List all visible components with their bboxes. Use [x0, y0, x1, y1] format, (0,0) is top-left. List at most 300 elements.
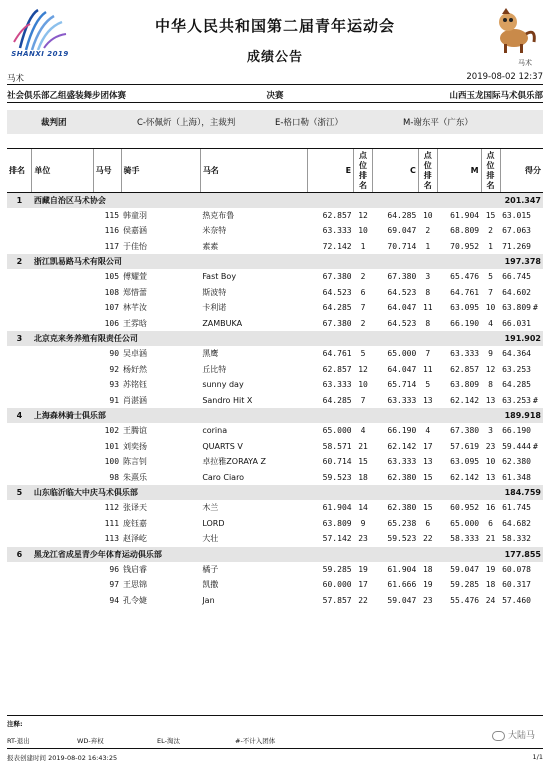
- final-score: 66.745: [502, 272, 531, 282]
- horse-number: 96: [109, 564, 120, 574]
- report-header: [0, 0, 550, 70]
- created-time: 报表创建时间 2019-08-02 16:43:25: [7, 754, 118, 762]
- score-m: 65.476: [450, 272, 480, 282]
- col-m: M: [437, 149, 481, 193]
- rider-row: [7, 346, 543, 362]
- rider-name: 郑惜蕾: [123, 287, 148, 297]
- rider-row: [7, 577, 543, 593]
- rank-e: 22: [358, 595, 368, 605]
- score-e: 64.285: [322, 303, 352, 313]
- final-score: 67.063: [502, 226, 531, 236]
- rider-row: [7, 516, 543, 532]
- rank-e: 23: [358, 534, 368, 544]
- score-m: 58.333: [450, 534, 480, 544]
- score-c: 66.190: [387, 426, 417, 436]
- rank-e: 2: [360, 318, 366, 328]
- event-name: 社会俱乐部乙组盛装舞步团体赛: [7, 91, 127, 101]
- final-score: 64.602: [502, 287, 531, 297]
- empty-cell: [32, 393, 93, 409]
- judge-e: E-格口勒（浙江）: [275, 118, 343, 128]
- rank-e: 19: [358, 564, 368, 574]
- rank-c: 23: [422, 595, 433, 605]
- empty-cell: [32, 208, 93, 224]
- col-horse: 马名: [200, 149, 307, 193]
- event-venue: 山西玉龙国际马术俱乐部: [449, 91, 543, 101]
- score-e: 64.285: [322, 395, 352, 405]
- empty-cell: [32, 454, 93, 470]
- score-e: 63.809: [322, 518, 352, 528]
- rank-e: 21: [358, 441, 368, 451]
- final-score: 60.078: [502, 564, 531, 574]
- score-c: 69.047: [387, 226, 417, 236]
- final-score: 63.809: [502, 303, 531, 313]
- rider-row: [7, 208, 543, 224]
- team-name: 北京克来务养殖有限责任公司: [32, 331, 500, 346]
- event-stage: 决赛: [266, 91, 284, 101]
- score-m: 62.857: [450, 364, 480, 374]
- score-c: 62.380: [387, 503, 417, 513]
- team-rank: 3: [7, 331, 32, 346]
- score-e: 67.380: [322, 318, 352, 328]
- rank-c: 10: [422, 210, 433, 220]
- score-m: 63.809: [450, 380, 480, 390]
- team-rank: 5: [7, 485, 32, 500]
- horse-number: 112: [104, 503, 120, 513]
- horse-number: 115: [104, 210, 120, 220]
- empty-cell: [32, 362, 93, 378]
- rider-name: 庞钰嘉: [123, 518, 148, 528]
- col-e-rank: 点位排名: [354, 149, 373, 193]
- notes-panel: [7, 715, 543, 749]
- judge-m: M-谢东平（广东）: [403, 118, 473, 128]
- horse-number: 101: [104, 441, 120, 451]
- empty-cell: [7, 377, 32, 393]
- empty-cell: [7, 470, 32, 486]
- empty-cell: [7, 300, 32, 316]
- score-c: 64.523: [387, 318, 417, 328]
- rank-m: 13: [485, 472, 496, 482]
- rider-name: 傅耀萱: [123, 272, 148, 282]
- rider-name: 肖湛涵: [123, 395, 148, 405]
- non-team-mark: #: [533, 441, 538, 451]
- score-m: 70.952: [450, 241, 480, 251]
- empty-cell: [7, 423, 32, 439]
- rank-c: 4: [425, 426, 431, 436]
- rider-name: 林芊汝: [123, 303, 148, 313]
- empty-cell: [7, 454, 32, 470]
- col-m-rank: 点位排名: [481, 149, 500, 193]
- rank-m: 6: [488, 518, 493, 528]
- empty-cell: [7, 285, 32, 301]
- rank-c: 22: [422, 534, 433, 544]
- rank-c: 11: [422, 303, 433, 313]
- table-header-row: [7, 149, 543, 193]
- score-e: 64.761: [322, 349, 352, 359]
- final-score-cell: [500, 500, 543, 516]
- judges-label: 裁判团: [41, 118, 67, 128]
- score-e: 62.857: [322, 364, 352, 374]
- horse-name: 大壮: [202, 534, 219, 544]
- col-rider: 骑手: [121, 149, 200, 193]
- score-e: 62.857: [322, 210, 352, 220]
- empty-cell: [7, 362, 32, 378]
- divider: [7, 102, 543, 103]
- horse-number: 90: [109, 349, 120, 359]
- rank-e: 15: [358, 457, 368, 467]
- non-team-mark: #: [533, 395, 538, 405]
- team-row: [7, 331, 543, 346]
- empty-cell: [32, 269, 93, 285]
- empty-cell: [7, 346, 32, 362]
- score-m: 65.000: [450, 518, 480, 528]
- score-e: 60.000: [322, 580, 352, 590]
- note-hash: #-不计入团体: [235, 737, 276, 745]
- score-c: 65.000: [387, 349, 417, 359]
- empty-cell: [7, 393, 32, 409]
- rider-row: [7, 316, 543, 332]
- col-c-rank: 点位排名: [418, 149, 437, 193]
- rider-row: [7, 285, 543, 301]
- score-e: 63.333: [322, 380, 352, 390]
- team-name: 浙江凯易路马术有限公司: [32, 254, 500, 269]
- rider-name: 侯嘉涵: [123, 226, 148, 236]
- score-c: 64.047: [387, 303, 417, 313]
- team-row: [7, 254, 543, 269]
- final-score: 66.190: [502, 426, 531, 436]
- horse-name: 橘子: [202, 564, 219, 574]
- rider-name: 赵泽屹: [123, 534, 148, 544]
- rank-e: 12: [358, 210, 368, 220]
- team-rank: 6: [7, 547, 32, 562]
- score-c: 65.238: [387, 518, 417, 528]
- rider-row: [7, 269, 543, 285]
- final-score-cell: [500, 223, 543, 239]
- score-m: 63.333: [450, 349, 480, 359]
- rider-name: 苏铭钰: [123, 380, 148, 390]
- score-c: 62.142: [387, 441, 417, 451]
- final-score: 62.380: [502, 457, 531, 467]
- empty-cell: [7, 223, 32, 239]
- final-score-cell: [500, 577, 543, 593]
- rank-m: 23: [485, 441, 496, 451]
- rank-c: 3: [425, 272, 431, 282]
- rank-c: 6: [425, 518, 431, 528]
- score-e: 59.523: [322, 472, 352, 482]
- col-unit: 单位: [32, 149, 93, 193]
- score-e: 58.571: [322, 441, 352, 451]
- team-row: [7, 408, 543, 423]
- horse-name: Fast Boy: [202, 272, 237, 282]
- col-c: C: [373, 149, 419, 193]
- rank-c: 7: [425, 349, 431, 359]
- empty-cell: [7, 239, 32, 255]
- report-footer: [7, 753, 543, 762]
- final-score-cell: [500, 377, 543, 393]
- team-total: 184.759: [500, 485, 543, 500]
- final-score-cell: [500, 300, 543, 316]
- horse-number: 91: [109, 395, 120, 405]
- score-m: 59.285: [450, 580, 480, 590]
- final-score: 63.015: [502, 210, 531, 220]
- rider-row: [7, 377, 543, 393]
- rank-c: 15: [422, 503, 433, 513]
- horse-name: 木兰: [202, 503, 219, 513]
- rider-name: 王雰晗: [123, 318, 148, 328]
- rank-m: 2: [488, 226, 493, 236]
- empty-cell: [32, 223, 93, 239]
- score-m: 60.952: [450, 503, 480, 513]
- rank-e: 7: [360, 395, 366, 405]
- empty-cell: [7, 208, 32, 224]
- horse-name: Jan: [202, 595, 215, 605]
- col-e: E: [308, 149, 354, 193]
- rank-e: 2: [360, 272, 366, 282]
- horse-number: 100: [104, 457, 120, 467]
- team-name: 西藏自治区马术协会: [32, 193, 500, 208]
- score-c: 67.380: [387, 272, 417, 282]
- rank-m: 21: [485, 534, 496, 544]
- final-score-cell: [500, 285, 543, 301]
- rider-row: [7, 300, 543, 316]
- rider-name: 刘奕扬: [123, 441, 148, 451]
- empty-cell: [32, 377, 93, 393]
- final-score-cell: [500, 516, 543, 532]
- horse-number: 107: [104, 303, 120, 313]
- team-name: 上海森林骑士俱乐部: [32, 408, 500, 423]
- team-row: [7, 485, 543, 500]
- rank-e: 18: [358, 472, 368, 482]
- rider-name: 张译天: [123, 503, 148, 513]
- horse-number: 113: [104, 534, 120, 544]
- final-score-cell: [500, 393, 543, 409]
- rank-m: 4: [488, 318, 493, 328]
- rider-name: 陈言钊: [123, 457, 148, 467]
- horse-number: 111: [104, 518, 120, 528]
- rider-row: [7, 423, 543, 439]
- rank-m: 15: [485, 210, 496, 220]
- rank-e: 7: [360, 303, 366, 313]
- horse-number: 93: [109, 380, 120, 390]
- note-rt: RT-退出: [7, 737, 30, 745]
- rank-c: 15: [422, 472, 433, 482]
- score-c: 59.047: [387, 595, 417, 605]
- sport-name: 马术: [7, 74, 25, 84]
- horse-name: ZAMBUKA: [202, 318, 243, 328]
- score-e: 59.285: [322, 564, 352, 574]
- rank-c: 8: [425, 287, 431, 297]
- rank-m: 24: [485, 595, 496, 605]
- final-score: 64.682: [502, 518, 531, 528]
- rank-c: 2: [425, 226, 431, 236]
- score-e: 64.523: [322, 287, 352, 297]
- empty-cell: [32, 562, 93, 578]
- final-score: 63.253: [502, 364, 531, 374]
- rank-c: 19: [422, 580, 433, 590]
- col-rank: 排名: [7, 149, 32, 193]
- score-c: 64.047: [387, 364, 417, 374]
- score-e: 61.904: [322, 503, 352, 513]
- final-score-cell: [500, 470, 543, 486]
- horse-name: 黑鹰: [202, 349, 219, 359]
- empty-cell: [32, 346, 93, 362]
- rank-c: 11: [422, 364, 433, 374]
- final-score-cell: [500, 531, 543, 547]
- rider-row: [7, 362, 543, 378]
- horse-name: 素素: [202, 241, 219, 251]
- mascot-horse-icon: [492, 6, 538, 56]
- rank-c: 8: [425, 318, 431, 328]
- final-score: 64.364: [502, 349, 531, 359]
- horse-number: 102: [104, 426, 120, 436]
- mascot-label: 马术: [518, 59, 532, 67]
- horse-name: QUARTS V: [202, 441, 243, 451]
- rank-c: 13: [422, 457, 433, 467]
- rider-row: [7, 593, 543, 609]
- team-row: [7, 193, 543, 208]
- score-c: 62.380: [387, 472, 417, 482]
- empty-cell: [7, 531, 32, 547]
- score-e: 60.714: [322, 457, 352, 467]
- rider-name: 孔令婕: [123, 595, 148, 605]
- rank-m: 10: [485, 457, 496, 467]
- final-score: 63.253: [502, 395, 531, 405]
- rank-m: 7: [488, 287, 493, 297]
- horse-name: 卡利诺: [202, 303, 227, 313]
- final-score: 60.317: [502, 580, 531, 590]
- team-rank: 2: [7, 254, 32, 269]
- final-score: 61.745: [502, 503, 531, 513]
- horse-number: 97: [109, 580, 120, 590]
- rank-m: 10: [485, 303, 496, 313]
- horse-number: 117: [104, 241, 120, 251]
- horse-name: 米奈特: [202, 226, 227, 236]
- score-c: 70.714: [387, 241, 417, 251]
- horse-name: 热克布鲁: [202, 210, 235, 220]
- empty-cell: [32, 516, 93, 532]
- score-m: 55.476: [450, 595, 480, 605]
- rank-m: 18: [485, 580, 496, 590]
- horse-name: Sandro Hit X: [202, 395, 253, 405]
- horse-name: 卓拉雅ZORAYA Z: [202, 457, 266, 467]
- team-rank: 4: [7, 408, 32, 423]
- non-team-mark: #: [533, 303, 538, 313]
- rank-c: 18: [422, 564, 433, 574]
- score-c: 59.523: [387, 534, 417, 544]
- horse-number: 106: [104, 318, 120, 328]
- rank-e: 10: [358, 380, 368, 390]
- judge-c: C-怀佩炘（上海），主裁判: [137, 118, 236, 128]
- empty-cell: [32, 470, 93, 486]
- empty-cell: [32, 577, 93, 593]
- score-c: 64.285: [387, 210, 417, 220]
- horse-name: corina: [202, 426, 228, 436]
- team-name: 山东临沂临大中庆马术俱乐部: [32, 485, 500, 500]
- final-score-cell: [500, 423, 543, 439]
- score-m: 62.142: [450, 472, 480, 482]
- rider-name: 王腾谊: [123, 426, 148, 436]
- final-score: 57.460: [502, 595, 531, 605]
- score-m: 61.904: [450, 210, 480, 220]
- final-score-cell: [500, 269, 543, 285]
- horse-name: LORD: [202, 518, 225, 528]
- results-table: [7, 148, 543, 608]
- wechat-icon: [492, 731, 505, 741]
- divider: [7, 84, 543, 85]
- rank-e: 4: [360, 426, 366, 436]
- rank-m: 9: [488, 349, 493, 359]
- rider-row: [7, 562, 543, 578]
- team-total: 189.918: [500, 408, 543, 423]
- rank-m: 8: [488, 380, 493, 390]
- rank-m: 3: [488, 426, 493, 436]
- rank-e: 14: [358, 503, 368, 513]
- score-m: 57.619: [450, 441, 480, 451]
- empty-cell: [32, 300, 93, 316]
- score-c: 65.714: [387, 380, 417, 390]
- empty-cell: [32, 239, 93, 255]
- rider-row: [7, 454, 543, 470]
- score-c: 61.666: [387, 580, 417, 590]
- rank-m: 12: [485, 364, 496, 374]
- rider-row: [7, 470, 543, 486]
- horse-number: 108: [104, 287, 120, 297]
- notes-title: 注释:: [7, 720, 23, 728]
- empty-cell: [7, 269, 32, 285]
- empty-cell: [32, 316, 93, 332]
- empty-cell: [32, 439, 93, 455]
- page-subtitle: 成绩公告: [246, 50, 303, 65]
- team-name: 黑龙江省成星青少年体育运动俱乐部: [32, 547, 500, 562]
- rank-m: 19: [485, 564, 496, 574]
- score-e: 67.380: [322, 272, 352, 282]
- score-m: 66.190: [450, 318, 480, 328]
- col-horse-no: 马号: [93, 149, 121, 193]
- rider-row: [7, 531, 543, 547]
- rider-name: 吴卓涵: [123, 349, 148, 359]
- final-score: 61.348: [502, 472, 531, 482]
- team-total: 177.855: [500, 547, 543, 562]
- rider-name: 杨好然: [123, 364, 148, 374]
- final-score-cell: [500, 593, 543, 609]
- rank-e: 9: [360, 518, 366, 528]
- rank-c: 17: [422, 441, 433, 451]
- rank-e: 5: [360, 349, 366, 359]
- score-c: 63.333: [387, 395, 417, 405]
- final-score-cell: [500, 362, 543, 378]
- score-m: 63.095: [450, 303, 480, 313]
- score-c: 64.523: [387, 287, 417, 297]
- final-score: 58.332: [502, 534, 531, 544]
- rider-row: [7, 239, 543, 255]
- team-row: [7, 547, 543, 562]
- horse-number: 92: [109, 364, 120, 374]
- rider-name: 韩童羽: [123, 210, 148, 220]
- score-m: 59.047: [450, 564, 480, 574]
- rank-c: 1: [425, 241, 431, 251]
- score-e: 72.142: [322, 241, 352, 251]
- team-rank: 1: [7, 193, 32, 208]
- empty-cell: [32, 423, 93, 439]
- empty-cell: [7, 577, 32, 593]
- horse-name: 凯撒: [202, 580, 219, 590]
- rider-row: [7, 439, 543, 455]
- horse-name: Caro Ciaro: [202, 472, 245, 482]
- score-e: 65.000: [322, 426, 352, 436]
- empty-cell: [32, 500, 93, 516]
- score-e: 57.142: [322, 534, 352, 544]
- rank-c: 13: [422, 395, 433, 405]
- rider-name: 朱熹乐: [123, 472, 148, 482]
